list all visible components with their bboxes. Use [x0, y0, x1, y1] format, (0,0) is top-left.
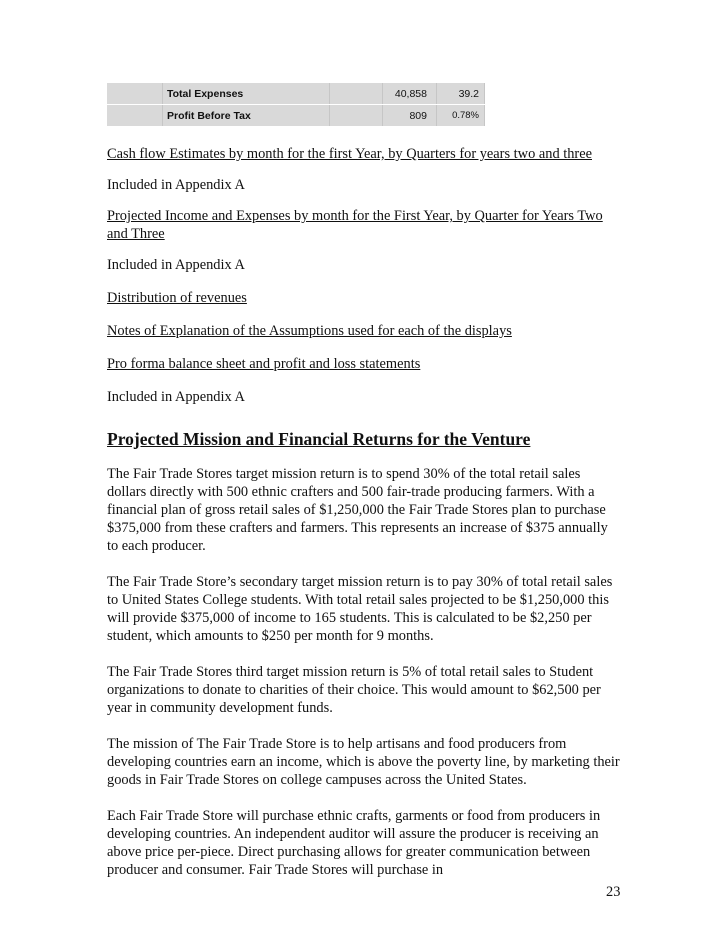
row-percent: 39.2: [437, 83, 485, 105]
proforma-heading: Pro forma balance sheet and profit and loss statements: [107, 356, 421, 372]
table-cell-blank: [330, 105, 383, 127]
document-body: [107, 145, 622, 879]
body-paragraph: The mission of The Fair Trade Store is to help artisans and food producers from developing countries earn an income, which is above the poverty line, by marketing their goods in Fair Trade Stores on college campuses across the United States.: [107, 736, 620, 788]
page-number: 23: [606, 884, 621, 900]
table-row: [107, 105, 485, 127]
row-amount: 809: [383, 105, 437, 127]
table-cell-blank: [330, 83, 383, 105]
body-paragraph: Each Fair Trade Store will purchase ethnic crafts, garments or food from producers in developing countries. An independent auditor will assure the producer is receiving an above price per-piece. Direct purchasing allows for greater communication between producer and consumer. Fair Trade Stores will purchase in: [107, 808, 601, 878]
financial-summary-table: [107, 83, 485, 127]
body-paragraph: The Fair Trade Stores target mission return is to spend 30% of the total retail sales dollars directly with 500 ethnic crafters and 500 fair-trade producing farmers. With a financial plan of gross retail sales of $1,250,000 the Fair Trade Stores plan to purchase $375,000 from these crafters and farmers. This represents an increase of $375 annually to each producer.: [107, 466, 608, 554]
row-percent: 0.78%: [437, 105, 485, 127]
table-row: [107, 83, 485, 105]
appendix-note: Included in Appendix A: [107, 389, 245, 405]
appendix-note: Included in Appendix A: [107, 177, 245, 193]
row-label: Profit Before Tax: [163, 105, 330, 127]
section-title: Projected Mission and Financial Returns for the Venture: [107, 429, 531, 449]
table-cell-blank: [107, 105, 163, 127]
row-label: Total Expenses: [163, 83, 330, 105]
table-cell-blank: [107, 83, 163, 105]
body-paragraph: The Fair Trade Stores third target mission return is 5% of total retail sales to Student organizations to donate to charities of their choice. This would amount to $62,500 per year in community development funds.: [107, 664, 601, 716]
distribution-heading: Distribution of revenues: [107, 290, 247, 306]
appendix-note: Included in Appendix A: [107, 257, 245, 273]
body-paragraph: The Fair Trade Store’s secondary target mission return is to pay 30% of total retail sales to United States College students. With total retail sales projected to be $1,250,000 this will provide $375,000 of income to 165 students. This is calculated to be $2,250 per student, which amounts to $250 per month for 9 months.: [107, 574, 613, 644]
notes-heading: Notes of Explanation of the Assumptions used for each of the displays: [107, 323, 512, 339]
row-amount: 40,858: [383, 83, 437, 105]
cash-flow-heading: Cash flow Estimates by month for the first Year, by Quarters for years two and three: [107, 146, 592, 162]
income-expenses-heading: Projected Income and Expenses by month for the First Year, by Quarter for Years Two and Three: [107, 208, 603, 242]
